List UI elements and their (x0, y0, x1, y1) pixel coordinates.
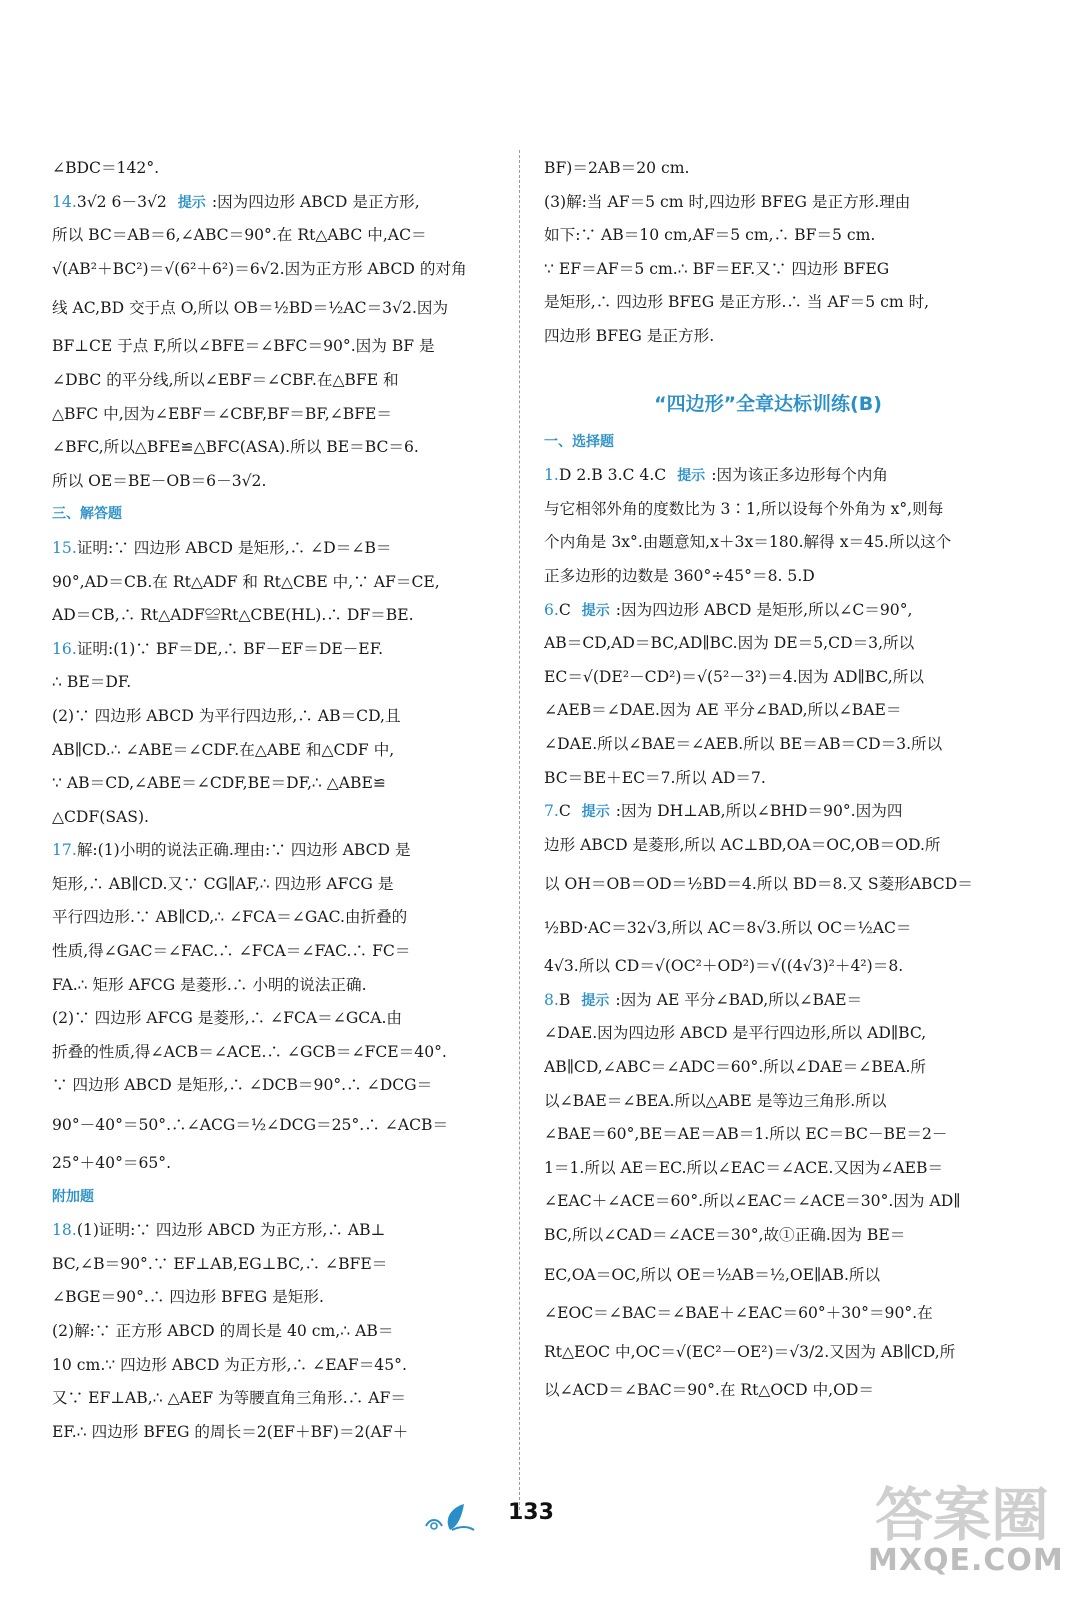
question-number: 17. (52, 841, 77, 860)
question-number: 18. (52, 1221, 77, 1240)
text-line (544, 1297, 992, 1331)
line-text: 如下:∵ AB＝10 cm,AF＝5 cm,∴ BF＝5 cm. (544, 226, 876, 245)
text-line (544, 1118, 992, 1152)
line-text: 3√2 6－3√2 (76, 192, 172, 211)
question-number: 8. (544, 990, 559, 1009)
question-number: 16. (52, 639, 77, 658)
text-line (52, 431, 500, 465)
right-column (544, 152, 992, 1408)
text-line (52, 666, 500, 700)
text-line (544, 728, 992, 762)
line-text-rest: :因为该正多边形每个内角 (711, 466, 888, 485)
text-line (544, 950, 992, 984)
line-text: FA.∴ 矩形 AFCG 是菱形.∴ 小明的说法正确. (52, 975, 367, 994)
right-column-top (544, 152, 992, 354)
line-text: 又∵ EF⊥AB,∴ △AEF 为等腰直角三角形.∴ AF＝ (52, 1389, 406, 1408)
line-text: ∠DAE.所以∠BAE＝∠AEB.所以 BE＝AB＝CD＝3.所以 (544, 734, 943, 753)
text-line (544, 1219, 992, 1253)
line-text: 边形 ABCD 是菱形,所以 AC⊥BD,OA＝OC,OB＝OD.所 (544, 835, 941, 854)
text-line (52, 398, 500, 432)
text-line (52, 152, 500, 186)
text-line (544, 493, 992, 527)
line-text: ∠EOC＝∠BAC＝∠BAE＋∠EAC＝60°＋30°＝90°.在 (544, 1303, 933, 1322)
line-text: ∠EAC＋∠ACE＝60°.所以∠EAC＝∠ACE＝30°.因为 AD∥ (544, 1192, 961, 1211)
text-line (52, 465, 500, 499)
line-text: EC,OA＝OC,所以 OE＝½AB＝½,OE∥AB.所以 (544, 1265, 881, 1284)
line-text: BC,∠B＝90°.∵ EF⊥AB,EG⊥BC,∴ ∠BFE＝ (52, 1254, 388, 1273)
line-text: 与它相邻外角的度数比为 3∶1,所以设每个外角为 x°,则每 (544, 499, 944, 518)
line-text: 10 cm.∵ 四边形 ABCD 为正方形,∴ ∠EAF＝45°. (52, 1355, 407, 1374)
text-line (52, 1103, 500, 1147)
text-line (52, 633, 500, 667)
line-text: AB∥CD.∴ ∠ABE＝∠CDF.在△ABE 和△CDF 中, (52, 740, 395, 759)
text-line (544, 906, 992, 950)
line-text: 90°－40°＝50°.∴∠ACG＝½∠DCG＝25°.∴ ∠ACB＝ (52, 1116, 449, 1135)
line-text-rest: :因为四边形 ABCD 是矩形,所以∠C＝90°, (615, 600, 913, 619)
line-text: 平行四边形.∵ AB∥CD,∴ ∠FCA＝∠GAC.由折叠的 (52, 908, 408, 927)
line-text: ∴ BE＝DF. (52, 673, 132, 692)
text-line (544, 320, 992, 354)
text-line (52, 186, 500, 220)
text-line (544, 661, 992, 695)
text-line (544, 219, 992, 253)
line-text: BC,所以∠CAD＝∠ACE＝30°,故①正确.因为 BE＝ (544, 1226, 906, 1245)
question-number: 6. (544, 600, 559, 619)
text-line (544, 152, 992, 186)
hint-label: 提示 (677, 468, 706, 485)
line-text: △BFC 中,因为∠EBF＝∠CBF,BF＝BF,∠BFE＝ (52, 404, 393, 423)
line-text: Rt△EOC 中,OC＝√(EC²－OE²)＝√3/2.又因为 AB∥CD,所 (544, 1343, 956, 1362)
line-text: ∠BFC,所以△BFE≌△BFC(ASA).所以 BE＝BC＝6. (52, 438, 419, 457)
text-line (544, 1374, 992, 1408)
line-text: ∠BDC＝142°. (52, 159, 160, 177)
line-text: 以∠ACD＝∠BAC＝90°.在 Rt△OCD 中,OD＝ (544, 1381, 875, 1400)
text-line (544, 1330, 992, 1374)
text-line (52, 868, 500, 902)
line-text-rest: :因为 AE 平分∠BAD,所以∠BAE＝ (615, 990, 863, 1009)
line-text: 四边形 BFEG 是正方形. (544, 326, 715, 345)
text-line (544, 594, 992, 628)
line-text: 证明:∵ 四边形 ABCD 是矩形,∴ ∠D＝∠B＝ (76, 538, 392, 557)
line-text: 以 OH＝OB＝OD＝½BD＝4.所以 BD＝8.又 S菱形ABCD＝ (544, 875, 973, 894)
text-line (52, 834, 500, 868)
text-line (52, 364, 500, 398)
text-line (52, 1382, 500, 1416)
line-text: 个内角是 3x°.由题意知,x＋3x＝180.解得 x＝45.所以这个 (544, 533, 952, 552)
text-line (544, 560, 992, 594)
line-text-rest: :因为 DH⊥AB,所以∠BHD＝90°.因为四 (615, 802, 903, 821)
text-line (52, 734, 500, 768)
text-line (52, 286, 500, 330)
line-text: 证明:(1)∵ BF＝DE,∴ BF－EF＝DE－EF. (76, 639, 384, 658)
text-line (52, 599, 500, 633)
text-line (544, 1152, 992, 1186)
text-line (52, 767, 500, 801)
text-line (52, 1069, 500, 1103)
text-line (544, 795, 992, 829)
line-text: ½BD·AC＝32√3,所以 AC＝8√3.所以 OC＝½AC＝ (544, 919, 912, 938)
line-text-rest: :因为四边形 ABCD 是正方形, (211, 192, 420, 211)
text-line (52, 219, 500, 253)
text-line (52, 1147, 500, 1181)
text-line (52, 1248, 500, 1282)
text-line (544, 627, 992, 661)
line-text: BC＝BE＋EC＝7.所以 AD＝7. (544, 768, 766, 787)
hint-label: 提示 (177, 194, 206, 211)
text-line (544, 862, 992, 906)
text-line (52, 1315, 500, 1349)
line-text: 正多边形的边数是 360°÷45°＝8. 5.D (544, 566, 815, 585)
leaf-logo-icon (420, 1500, 478, 1534)
text-line (544, 253, 992, 287)
right-column-bottom (544, 426, 992, 1408)
text-line (544, 1051, 992, 1085)
hint-label: 提示 (581, 992, 610, 1009)
section-heading: 一、选择题 (544, 433, 614, 450)
column-divider (519, 150, 521, 1510)
line-text: 性质,得∠GAC＝∠FAC.∴ ∠FCA＝∠FAC.∴ FC＝ (52, 942, 411, 961)
line-text: AB∥CD,∠ABC＝∠ADC＝60°.所以∠DAE＝∠BEA.所 (544, 1058, 927, 1077)
text-line (544, 694, 992, 728)
line-text: (2)∵ 四边形 ABCD 为平行四边形,∴ AB＝CD,且 (52, 706, 401, 725)
line-text: EF.∴ 四边形 BFEG 的周长＝2(EF＋BF)＝2(AF＋ (52, 1422, 409, 1441)
text-line (544, 1085, 992, 1119)
line-text: 90°,AD＝CB.在 Rt△ADF 和 Rt△CBE 中,∵ AF＝CE, (52, 572, 440, 591)
text-line (544, 459, 992, 493)
line-text: △CDF(SAS). (52, 807, 149, 826)
line-text: 所以 OE＝BE－OB＝6－3√2. (52, 471, 267, 490)
text-line (544, 286, 992, 320)
question-number: 7. (544, 802, 559, 821)
line-text: BF)＝2AB＝20 cm. (544, 159, 690, 177)
text-line (52, 1349, 500, 1383)
text-line (52, 935, 500, 969)
line-text: 25°＋40°＝65°. (52, 1154, 172, 1173)
line-text: (2)∵ 四边形 AFCG 是菱形,∴ ∠FCA＝∠GCA.由 (52, 1009, 403, 1028)
line-text: ∵ EF＝AF＝5 cm.∴ BF＝EF.又∵ 四边形 BFEG (544, 259, 890, 278)
line-text: AB＝CD,AD＝BC,AD∥BC.因为 DE＝5,CD＝3,所以 (544, 634, 915, 653)
line-text: BF⊥CE 于点 F,所以∠BFE＝∠BFC＝90°.因为 BF 是 (52, 337, 435, 356)
line-text: ∠BAE＝60°,BE＝AE＝AB＝1.所以 EC＝BC－BE＝2－ (544, 1125, 948, 1144)
page-number: 133 (508, 1500, 554, 1525)
line-text: 4√3.所以 CD＝√(OC²＋OD²)＝√((4√3)²＋4²)＝8. (544, 957, 904, 976)
text-line (544, 1017, 992, 1051)
text-line (52, 330, 500, 364)
line-text: ∠AEB＝∠DAE.因为 AE 平分∠BAD,所以∠BAE＝ (544, 701, 902, 720)
hint-label: 提示 (581, 804, 610, 821)
line-text: ∠DBC 的平分线,所以∠EBF＝∠CBF.在△BFE 和 (52, 370, 399, 389)
line-text: (3)解:当 AF＝5 cm 时,四边形 BFEG 是正方形.理由 (544, 192, 911, 211)
section-title: “四边形”全章达标训练(B) (654, 392, 882, 415)
text-line (544, 984, 992, 1018)
line-text: 折叠的性质,得∠ACB＝∠ACE.∴ ∠GCB＝∠FCE＝40°. (52, 1042, 447, 1061)
text-line (52, 1416, 500, 1450)
text-line (544, 829, 992, 863)
question-number: 14. (52, 192, 77, 211)
line-text: 以∠BAE＝∠BEA.所以△ABE 是等边三角形.所以 (544, 1091, 887, 1110)
text-line (52, 801, 500, 835)
left-column (52, 152, 500, 1449)
line-text: 线 AC,BD 交于点 O,所以 OB＝½BD＝½AC＝3√2.因为 (52, 299, 449, 318)
line-text: ∠DAE.因为四边形 ABCD 是平行四边形,所以 AD∥BC, (544, 1024, 927, 1043)
line-text: 矩形,∴ AB∥CD.又∵ CG∥AF,∴ 四边形 AFCG 是 (52, 874, 394, 893)
text-line (52, 1002, 500, 1036)
line-text: ∵ 四边形 ABCD 是矩形,∴ ∠DCB＝90°.∴ ∠DCG＝ (52, 1076, 433, 1095)
line-text: √(AB²＋BC²)＝√(6²＋6²)＝6√2.因为正方形 ABCD 的对角 (52, 259, 467, 278)
text-line (52, 700, 500, 734)
line-text: ∵ AB＝CD,∠ABE＝∠CDF,BE＝DF,∴ △ABE≌ (52, 774, 386, 793)
line-text: (2)解:∵ 正方形 ABCD 的周长是 40 cm,∴ AB＝ (52, 1322, 394, 1340)
watermark-text: MXQE.COM (868, 1543, 1064, 1578)
line-text: AD＝CB,∴ Rt△ADF≌Rt△CBE(HL).∴ DF＝BE. (52, 606, 414, 625)
text-line (544, 526, 992, 560)
text-line (52, 253, 500, 287)
line-text: ∠BGE＝90°.∴ 四边形 BFEG 是矩形. (52, 1288, 324, 1307)
text-line (544, 762, 992, 796)
line-text: 解:(1)小明的说法正确.理由:∵ 四边形 ABCD 是 (76, 841, 411, 860)
line-text: (1)证明:∵ 四边形 ABCD 为正方形,∴ AB⊥ (76, 1221, 386, 1240)
line-text: C (558, 600, 576, 619)
section-heading: 三、解答题 (52, 506, 122, 523)
text-line (52, 969, 500, 1003)
line-text: C (558, 802, 576, 821)
line-text: 1＝1.所以 AE＝EC.所以∠EAC＝∠ACE.又因为∠AEB＝ (544, 1158, 944, 1177)
section-heading: 附加题 (52, 1188, 94, 1205)
line-text: B (558, 990, 576, 1009)
watermark-logo: 答案圈 (875, 1481, 1050, 1549)
hint-label: 提示 (581, 602, 610, 619)
line-text: D 2.B 3.C 4.C (558, 466, 672, 485)
text-line (544, 186, 992, 220)
line-text: 是矩形,∴ 四边形 BFEG 是正方形.∴ 当 AF＝5 cm 时, (544, 293, 930, 312)
question-number: 1. (544, 466, 559, 485)
text-line (544, 1185, 992, 1219)
text-line (52, 901, 500, 935)
text-line (52, 1214, 500, 1248)
text-line (52, 532, 500, 566)
text-line (52, 566, 500, 600)
text-line (52, 1281, 500, 1315)
line-text: EC＝√(DE²－CD²)＝√(5²－3²)＝4.因为 AD∥BC,所以 (544, 667, 924, 686)
question-number: 15. (52, 538, 77, 557)
text-line (52, 1036, 500, 1070)
text-line (544, 1253, 992, 1297)
line-text: 所以 BC＝AB＝6,∠ABC＝90°.在 Rt△ABC 中,AC＝ (52, 226, 427, 245)
